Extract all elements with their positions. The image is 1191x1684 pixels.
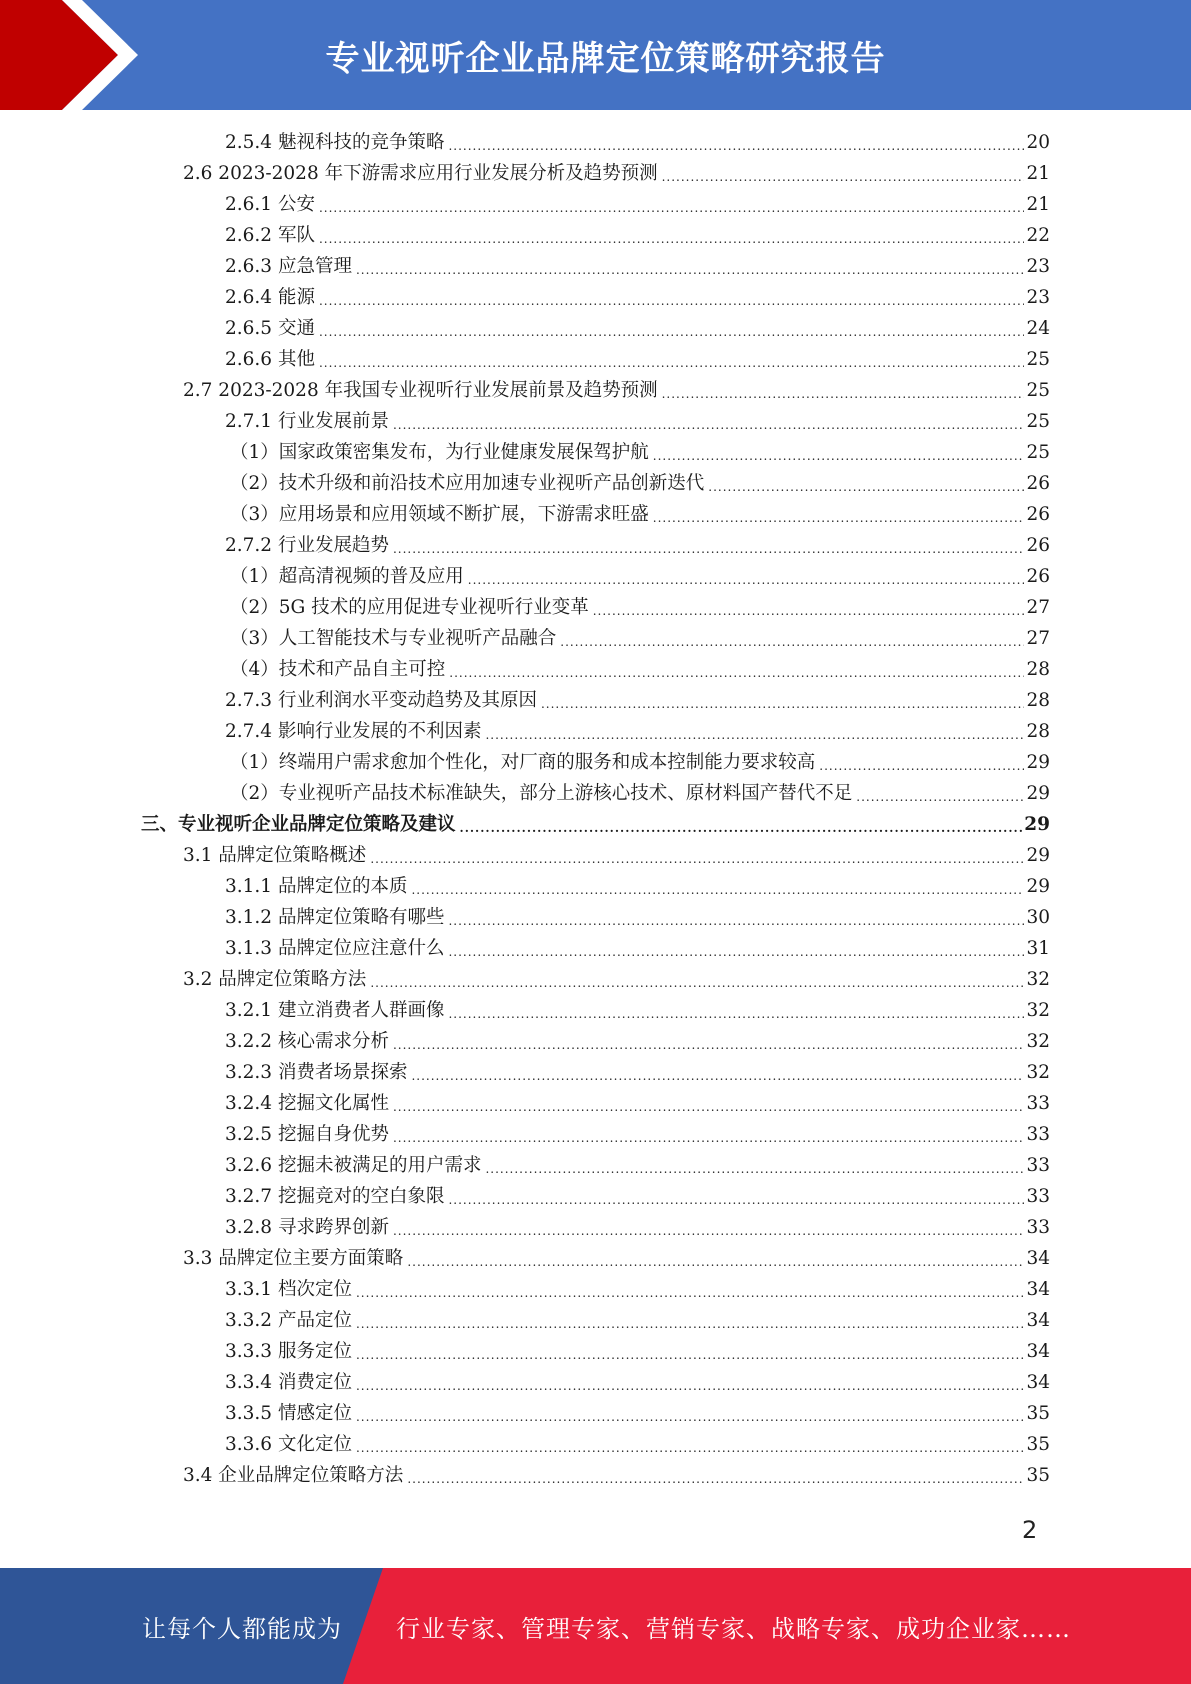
toc-leader-dots <box>393 413 1024 437</box>
toc-entry-page: 21 <box>1026 163 1050 184</box>
toc-entry[interactable] <box>230 747 1050 778</box>
toc-leader-dots <box>819 754 1024 778</box>
toc-entry[interactable] <box>230 592 1050 623</box>
toc-entry[interactable] <box>230 623 1050 654</box>
toc-entry[interactable] <box>225 344 1050 375</box>
toc-entry-title: （1）国家政策密集发布，为行业健康发展保驾护航 <box>230 442 649 463</box>
toc-leader-dots <box>856 785 1024 809</box>
toc-entry-title: 3.1.2 品牌定位策略有哪些 <box>225 907 445 928</box>
toc-leader-dots <box>485 723 1024 747</box>
toc-leader-dots <box>393 1126 1024 1150</box>
toc-leader-dots <box>370 847 1024 871</box>
header-banner <box>0 0 1191 110</box>
toc-entry-title: （2）专业视听产品技术标准缺失，部分上游核心技术、原材料国产替代不足 <box>230 783 853 804</box>
toc-entry-page: 32 <box>1026 969 1050 990</box>
footer-banner <box>0 1568 1191 1684</box>
toc-entry[interactable] <box>183 964 1050 995</box>
toc-leader-dots <box>393 1095 1024 1119</box>
toc-entry-title: （3）应用场景和应用领域不断扩展，下游需求旺盛 <box>230 504 649 525</box>
toc-leader-dots <box>319 196 1025 220</box>
toc-entry-page: 31 <box>1026 938 1050 959</box>
toc-leader-dots <box>407 1250 1024 1274</box>
toc-entry[interactable] <box>225 1026 1050 1057</box>
toc-entry-page: 35 <box>1026 1465 1050 1486</box>
toc-entry[interactable] <box>230 654 1050 685</box>
toc-entry[interactable] <box>225 716 1050 747</box>
toc-entry-page: 28 <box>1026 690 1050 711</box>
toc-entry[interactable] <box>225 530 1050 561</box>
toc-entry-title: 2.7.1 行业发展前景 <box>225 411 389 432</box>
toc-entry-page: 28 <box>1026 659 1050 680</box>
toc-entry-page: 26 <box>1026 473 1050 494</box>
toc-entry[interactable] <box>225 1336 1050 1367</box>
toc-entry-page: 35 <box>1026 1403 1050 1424</box>
toc-entry-page: 29 <box>1026 876 1050 897</box>
toc-entry[interactable] <box>225 406 1050 437</box>
toc-entry[interactable] <box>183 158 1050 189</box>
toc-leader-dots <box>448 1188 1024 1212</box>
toc-leader-dots <box>319 351 1025 375</box>
toc-entry[interactable] <box>225 1398 1050 1429</box>
toc-leader-dots <box>541 692 1024 716</box>
toc-leader-dots <box>356 1436 1025 1460</box>
toc-entry-page: 23 <box>1026 256 1050 277</box>
toc-entry-page: 22 <box>1026 225 1050 246</box>
toc-entry-title: 3.2.7 挖掘竞对的空白象限 <box>225 1186 445 1207</box>
toc-entry[interactable] <box>225 1429 1050 1460</box>
toc-entry-title: （3）人工智能技术与专业视听产品融合 <box>230 628 557 649</box>
toc-entry[interactable] <box>225 1212 1050 1243</box>
toc-entry[interactable] <box>225 871 1050 902</box>
toc-entry-page: 25 <box>1026 411 1050 432</box>
toc-entry[interactable] <box>183 1460 1050 1491</box>
toc-entry-page: 32 <box>1026 1031 1050 1052</box>
toc-entry[interactable] <box>230 778 1050 809</box>
toc-entry-title: 2.7 2023-2028 年我国专业视听行业发展前景及趋势预测 <box>183 380 658 401</box>
toc-entry-title: 2.6.3 应急管理 <box>225 256 352 277</box>
toc-entry-title: （4）技术和产品自主可控 <box>230 659 446 680</box>
toc-entry[interactable] <box>225 282 1050 313</box>
toc-leader-dots <box>393 1219 1024 1243</box>
footer-slogan-right: 行业专家、管理专家、营销专家、战略专家、成功企业家…… <box>396 1614 1071 1643</box>
toc-entry-page: 23 <box>1026 287 1050 308</box>
toc-leader-dots <box>370 971 1024 995</box>
toc-leader-dots <box>560 630 1024 654</box>
toc-entry-page: 27 <box>1026 628 1050 649</box>
toc-entry-page: 26 <box>1026 535 1050 556</box>
toc-entry-page: 20 <box>1026 132 1050 153</box>
toc-entry-page: 35 <box>1026 1434 1050 1455</box>
toc-entry-title: 3.3.2 产品定位 <box>225 1310 352 1331</box>
toc-entry-page: 27 <box>1026 597 1050 618</box>
toc-entry[interactable] <box>225 1150 1050 1181</box>
toc-entry-title: 3.1.1 品牌定位的本质 <box>225 876 408 897</box>
toc-entry[interactable] <box>225 1057 1050 1088</box>
footer-slogan-left: 让每个人都能成为 <box>142 1614 342 1643</box>
toc-leader-dots <box>460 816 1023 840</box>
toc-entry-title: 3.2.5 挖掘自身优势 <box>225 1124 389 1145</box>
toc-entry-page: 29 <box>1026 783 1050 804</box>
toc-entry-title: 2.7.2 行业发展趋势 <box>225 535 389 556</box>
toc-leader-dots <box>708 475 1024 499</box>
toc-entry-title: 2.6.4 能源 <box>225 287 315 308</box>
toc-entry[interactable] <box>183 375 1050 406</box>
toc-leader-dots <box>393 537 1024 561</box>
toc-entry[interactable] <box>225 1181 1050 1212</box>
toc-entry-page: 29 <box>1026 845 1050 866</box>
toc-entry-title: 3.3.6 文化定位 <box>225 1434 352 1455</box>
toc-entry-page: 34 <box>1026 1341 1050 1362</box>
toc-leader-dots <box>356 1281 1025 1305</box>
toc-entry-title: 2.7.4 影响行业发展的不利因素 <box>225 721 482 742</box>
toc-entry[interactable] <box>225 313 1050 344</box>
toc-leader-dots <box>468 568 1025 592</box>
toc-entry-title: 三、专业视听企业品牌定位策略及建议 <box>141 814 456 835</box>
toc-leader-dots <box>411 878 1024 902</box>
toc-leader-dots <box>393 1033 1024 1057</box>
toc-entry-title: 3.2.3 消费者场景探索 <box>225 1062 408 1083</box>
toc-entry-title: 2.6.5 交通 <box>225 318 315 339</box>
toc-leader-dots <box>448 909 1024 933</box>
toc-entry-page: 32 <box>1026 1000 1050 1021</box>
toc-entry[interactable] <box>225 1088 1050 1119</box>
toc-leader-dots <box>448 940 1024 964</box>
page-number: 2 <box>1022 1516 1038 1544</box>
toc-leader-dots <box>356 258 1025 282</box>
toc-leader-dots <box>411 1064 1024 1088</box>
toc-entry-title: 3.2.4 挖掘文化属性 <box>225 1093 389 1114</box>
toc-leader-dots <box>356 1405 1025 1429</box>
toc-leader-dots <box>356 1343 1025 1367</box>
toc-entry[interactable] <box>225 1274 1050 1305</box>
toc-entry-title: 2.6.6 其他 <box>225 349 315 370</box>
toc-entry-title: 3.3.4 消费定位 <box>225 1372 352 1393</box>
toc-entry-page: 33 <box>1026 1186 1050 1207</box>
toc-entry-title: 2.6.2 军队 <box>225 225 315 246</box>
toc-entry[interactable] <box>225 995 1050 1026</box>
toc-entry-title: 2.6.1 公安 <box>225 194 315 215</box>
toc-entry-page: 32 <box>1026 1062 1050 1083</box>
toc-entry-title: 3.1 品牌定位策略概述 <box>183 845 367 866</box>
toc-entry-page: 34 <box>1026 1310 1050 1331</box>
toc-entry-page: 33 <box>1026 1217 1050 1238</box>
toc-leader-dots <box>319 227 1025 251</box>
toc-entry[interactable] <box>230 561 1050 592</box>
toc-entry[interactable] <box>225 1305 1050 1336</box>
toc-entry-title: （2）5G 技术的应用促进专业视听行业变革 <box>230 597 589 618</box>
toc-leader-dots <box>662 382 1025 406</box>
toc-entry-page: 33 <box>1026 1155 1050 1176</box>
toc-entry[interactable] <box>225 1367 1050 1398</box>
toc-entry-title: 3.3.5 情感定位 <box>225 1403 352 1424</box>
toc-entry-page: 29 <box>1024 814 1050 835</box>
toc-entry-title: 3.1.3 品牌定位应注意什么 <box>225 938 445 959</box>
toc-entry[interactable] <box>183 1243 1050 1274</box>
toc-entry-page: 34 <box>1026 1279 1050 1300</box>
toc-leader-dots <box>356 1374 1025 1398</box>
toc-entry-title: （1）超高清视频的普及应用 <box>230 566 464 587</box>
toc-entry[interactable] <box>225 685 1050 716</box>
toc-entry-page: 28 <box>1026 721 1050 742</box>
toc-entry[interactable] <box>225 251 1050 282</box>
toc-entry-title: 3.2.2 核心需求分析 <box>225 1031 389 1052</box>
toc-entry-title: 3.2.8 寻求跨界创新 <box>225 1217 389 1238</box>
toc-leader-dots <box>319 289 1025 313</box>
toc-leader-dots <box>662 165 1025 189</box>
toc-leader-dots <box>407 1467 1024 1491</box>
toc-entry-page: 33 <box>1026 1093 1050 1114</box>
toc-entry[interactable] <box>225 220 1050 251</box>
toc-entry-title: 3.3.1 档次定位 <box>225 1279 352 1300</box>
toc-entry-title: （2）技术升级和前沿技术应用加速专业视听产品创新迭代 <box>230 473 705 494</box>
report-title: 专业视听企业品牌定位策略研究报告 <box>325 38 886 79</box>
toc-entry-title: 3.2.6 挖掘未被满足的用户需求 <box>225 1155 482 1176</box>
toc-entry[interactable] <box>225 127 1050 158</box>
toc-entry-title: 2.6 2023-2028 年下游需求应用行业发展分析及趋势预测 <box>183 163 658 184</box>
toc-entry-page: 24 <box>1026 318 1050 339</box>
toc-entry[interactable] <box>230 468 1050 499</box>
toc-entry[interactable] <box>230 437 1050 468</box>
toc-entry-page: 33 <box>1026 1124 1050 1145</box>
toc-entry-page: 29 <box>1026 752 1050 773</box>
toc-entry-page: 25 <box>1026 380 1050 401</box>
toc-leader-dots <box>356 1312 1025 1336</box>
toc-entry-title: 2.5.4 魅视科技的竞争策略 <box>225 132 445 153</box>
toc-leader-dots <box>448 1002 1024 1026</box>
toc-chapter-entry[interactable] <box>141 809 1050 840</box>
toc-entry-page: 26 <box>1026 566 1050 587</box>
toc-leader-dots <box>593 599 1025 623</box>
toc-entry[interactable] <box>225 902 1050 933</box>
toc-entry-page: 34 <box>1026 1248 1050 1269</box>
toc-entry-page: 30 <box>1026 907 1050 928</box>
toc-entry-page: 21 <box>1026 194 1050 215</box>
toc-leader-dots <box>653 444 1025 468</box>
toc-entry-title: 3.2 品牌定位策略方法 <box>183 969 367 990</box>
toc-entry-title: 3.3.3 服务定位 <box>225 1341 352 1362</box>
toc-entry-page: 26 <box>1026 504 1050 525</box>
toc-entry[interactable] <box>225 933 1050 964</box>
toc-entry-title: （1）终端用户需求愈加个性化，对厂商的服务和成本控制能力要求较高 <box>230 752 816 773</box>
toc-entry[interactable] <box>225 189 1050 220</box>
toc-entry[interactable] <box>183 840 1050 871</box>
toc-entry[interactable] <box>225 1119 1050 1150</box>
toc-leader-dots <box>485 1157 1024 1181</box>
toc-entry-title: 3.4 企业品牌定位策略方法 <box>183 1465 404 1486</box>
toc-entry-page: 25 <box>1026 349 1050 370</box>
toc-leader-dots <box>449 661 1024 685</box>
toc-entry-title: 3.3 品牌定位主要方面策略 <box>183 1248 404 1269</box>
toc-entry-page: 25 <box>1026 442 1050 463</box>
toc-entry-title: 3.2.1 建立消费者人群画像 <box>225 1000 445 1021</box>
toc-entry-page: 34 <box>1026 1372 1050 1393</box>
toc-leader-dots <box>319 320 1025 344</box>
toc-leader-dots <box>448 134 1024 158</box>
toc-leader-dots <box>653 506 1025 530</box>
toc-entry-title: 2.7.3 行业利润水平变动趋势及其原因 <box>225 690 537 711</box>
toc-entry[interactable] <box>230 499 1050 530</box>
